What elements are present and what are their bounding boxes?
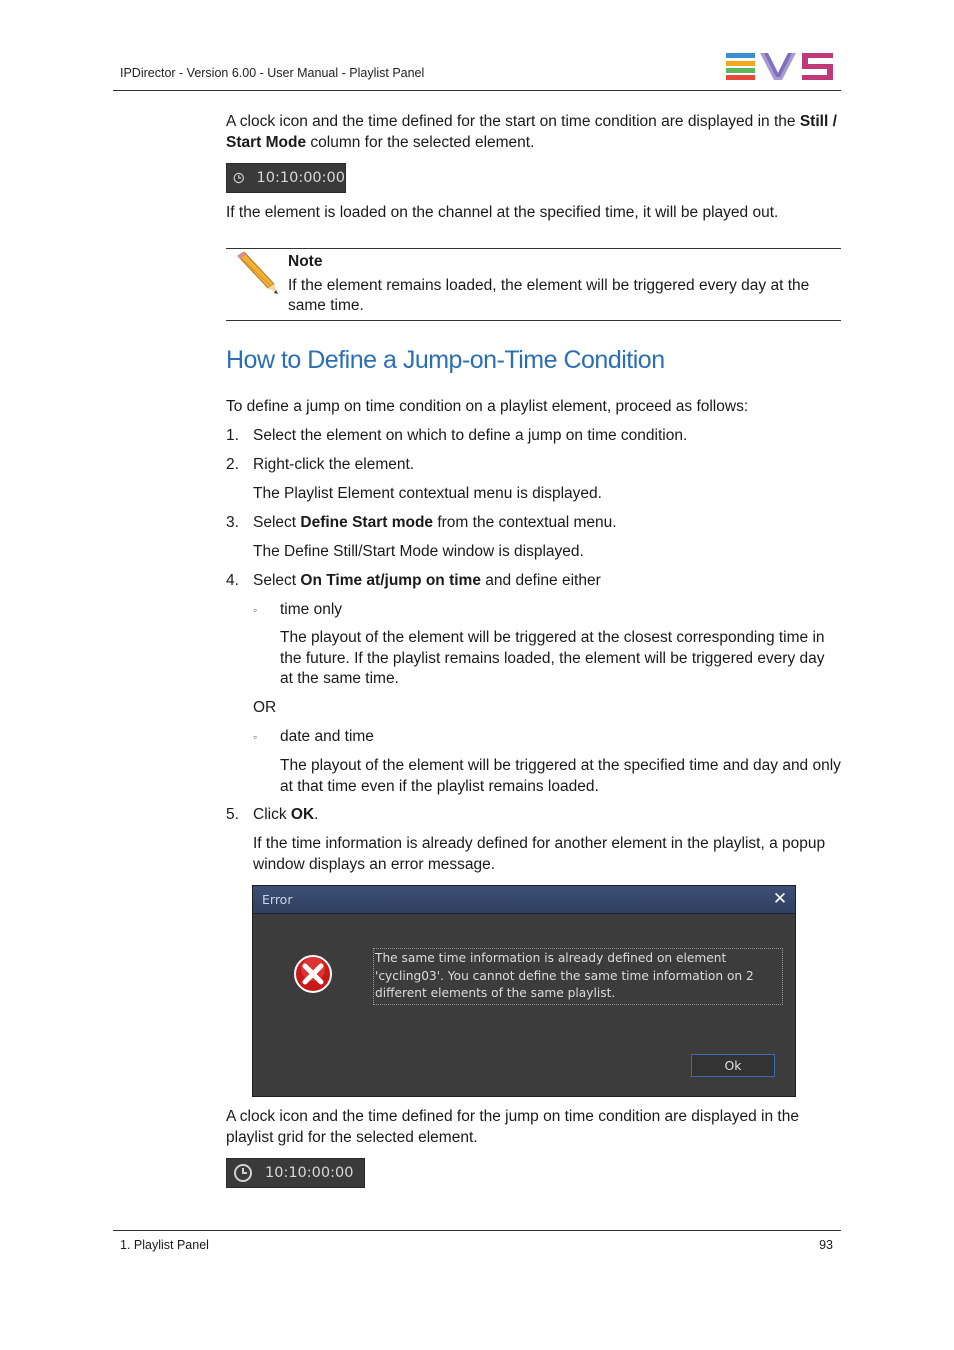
pencil-icon bbox=[232, 250, 280, 296]
running-header: IPDirector - Version 6.00 - User Manual - Playlist Panel bbox=[120, 66, 425, 80]
note-title: Note bbox=[288, 253, 323, 270]
note-body: If the element remains loaded, the element will be triggered every day at the same time. bbox=[288, 277, 810, 314]
dialog-message: The same time information is already defined on element 'cycling03'. You cannot define the same time information on 2 different elements of the same playlist. bbox=[373, 948, 783, 1005]
section-lead: To define a jump on time condition on a playlist element, proceed as follows: bbox=[226, 398, 749, 415]
note-top-rule bbox=[226, 248, 841, 249]
step-text: Click OK. bbox=[253, 806, 319, 823]
clock-icon bbox=[233, 168, 245, 188]
step-text: Select Define Start mode from the contextual menu. bbox=[253, 514, 617, 531]
step-result: The Define Still/Start Mode window is displayed. bbox=[253, 543, 584, 560]
intro-paragraph-2: If the element is loaded on the channel at the specified time, it will be played out. bbox=[226, 204, 779, 221]
step-number: 2. bbox=[226, 456, 239, 473]
step-text: Select the element on which to define a jump on time condition. bbox=[253, 427, 688, 444]
step-number: 3. bbox=[226, 514, 239, 531]
clock-time-display bbox=[226, 163, 346, 193]
step-text: Right-click the element. bbox=[253, 456, 415, 473]
option-label: time only bbox=[280, 601, 343, 618]
step-result: The Playlist Element contextual menu is displayed. bbox=[253, 485, 602, 502]
evs-logo bbox=[726, 53, 834, 81]
or-text: OR bbox=[253, 699, 277, 716]
clock-icon bbox=[233, 1163, 253, 1183]
option-label: date and time bbox=[280, 728, 374, 745]
error-dialog bbox=[252, 885, 796, 1097]
option-description: The playout of the element will be triggered at the specified time and day and only at that time even if the playlist remains loaded. bbox=[280, 757, 841, 795]
outro-paragraph: A clock icon and the time defined for the jump on time condition are displayed in the playlist grid for the selected element. bbox=[226, 1108, 799, 1146]
clock-time-text: 10:10:00:00 bbox=[265, 1165, 354, 1181]
ok-button[interactable]: Ok bbox=[691, 1054, 775, 1077]
step-number: 1. bbox=[226, 427, 239, 444]
dialog-title-bar bbox=[253, 886, 795, 914]
error-icon bbox=[293, 954, 333, 994]
step-number: 5. bbox=[226, 806, 239, 823]
step-number: 4. bbox=[226, 572, 239, 589]
intro-paragraph: A clock icon and the time defined for the start on time condition are displayed in the Still / Start Mode column for the selected element. bbox=[226, 113, 837, 151]
footer-chapter: 1. Playlist Panel bbox=[120, 1238, 209, 1252]
dialog-title: Error bbox=[262, 892, 293, 907]
footer-rule bbox=[113, 1230, 841, 1231]
close-icon[interactable]: ✕ bbox=[772, 889, 788, 909]
page-number: 93 bbox=[819, 1238, 833, 1252]
step-text: Select On Time at/jump on time and define either bbox=[253, 572, 601, 589]
section-heading: How to Define a Jump-on-Time Condition bbox=[226, 346, 665, 374]
step-result: If the time information is already defined for another element in the playlist, a popup window displays an error message. bbox=[253, 835, 826, 873]
note-bottom-rule bbox=[226, 320, 841, 321]
option-description: The playout of the element will be triggered at the closest corresponding time in the future. If the playlist remains loaded, the element will be triggered every day at the same time. bbox=[280, 629, 825, 687]
bullet-marker: ◦ bbox=[253, 603, 258, 617]
header-rule bbox=[113, 90, 841, 91]
clock-time-display bbox=[226, 1158, 365, 1188]
clock-time-text: 10:10:00:00 bbox=[256, 170, 345, 186]
bullet-marker: ◦ bbox=[253, 730, 258, 744]
